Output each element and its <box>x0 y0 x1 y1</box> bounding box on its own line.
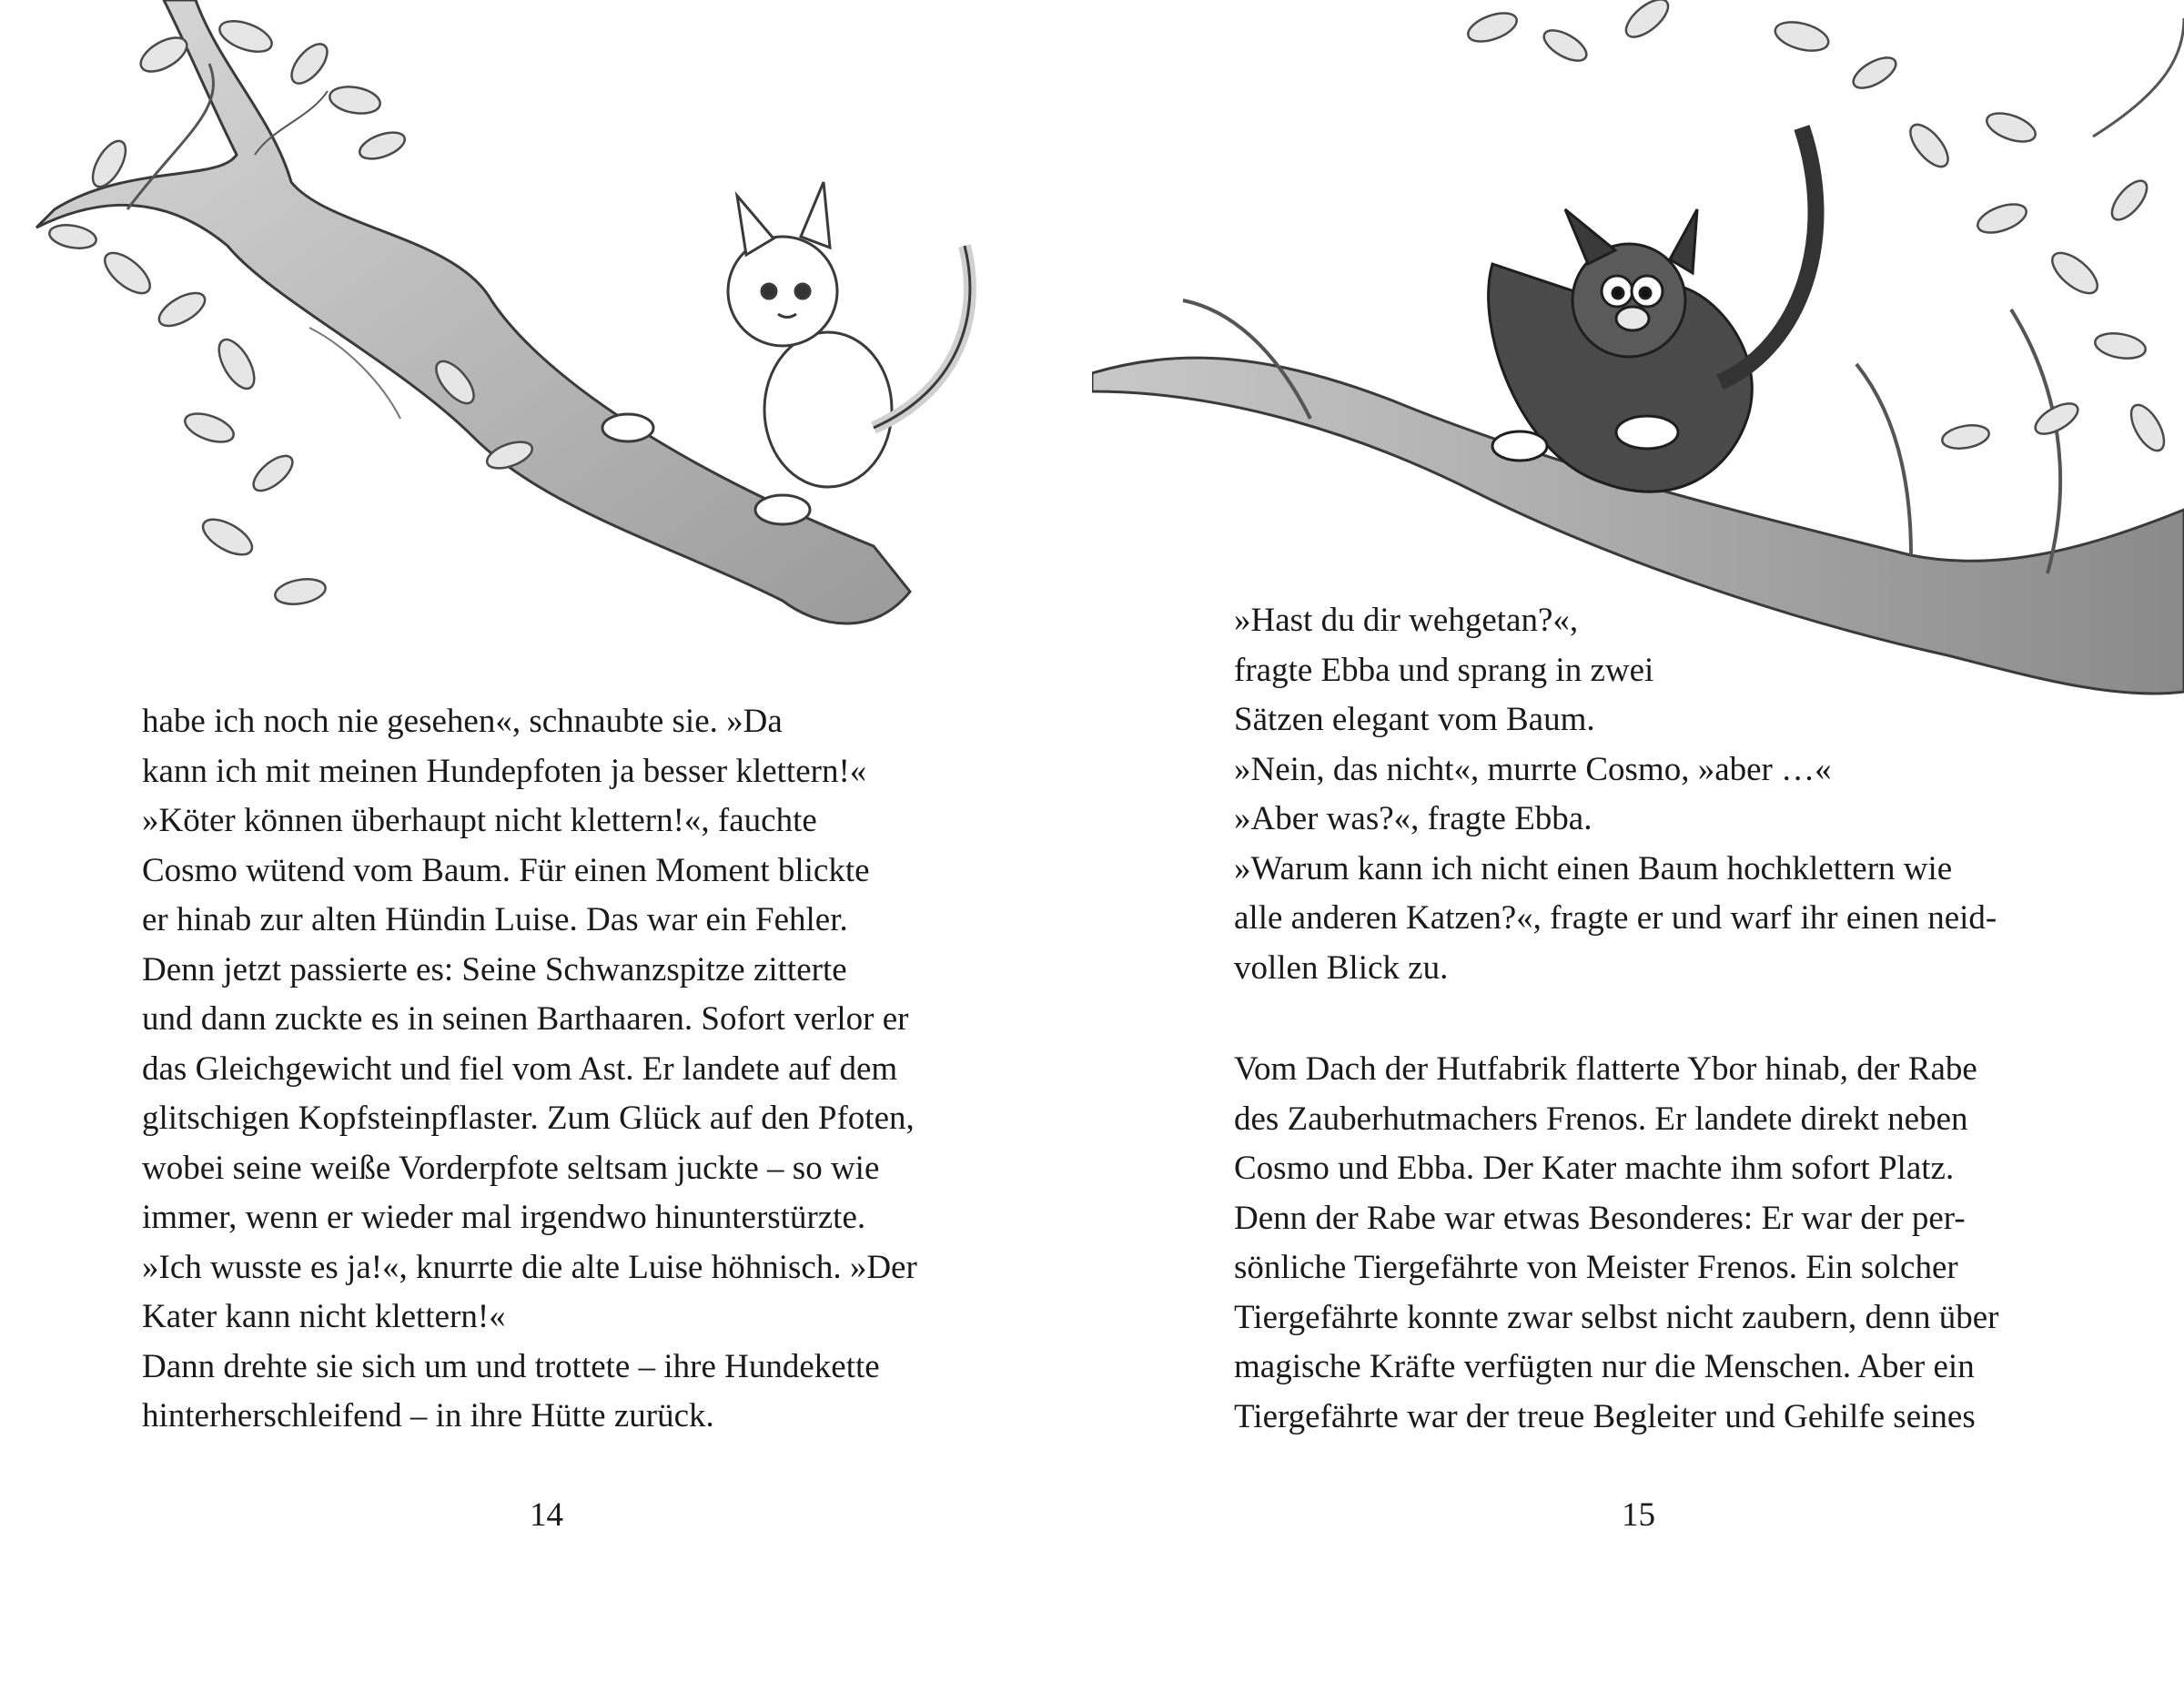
right-page-paragraph <box>1234 1045 1998 1442</box>
text-line: »Nein, das nicht«, murrte Cosmo, »aber …« <box>1234 750 1832 788</box>
text-line: wobei seine weiße Vorderpfote seltsam juckte – so wie <box>142 1149 880 1187</box>
white-cat-on-branch-illustration <box>0 0 1092 655</box>
text-line: magische Kräfte verfügten nur die Menschen. Aber ein <box>1234 1348 1975 1385</box>
text-line: »Warum kann ich nicht einen Baum hochklettern wie <box>1234 849 1953 887</box>
right-page <box>1092 0 2184 1703</box>
dark-cat <box>1489 127 1816 492</box>
text-line: immer, wenn er wieder mal irgendwo hinunterstürzte. <box>142 1199 866 1236</box>
text-line: glitschigen Kopfsteinpflaster. Zum Glück auf den Pfoten, <box>142 1100 915 1137</box>
text-line: kann ich mit meinen Hundepfoten ja besser klettern!« <box>142 752 867 790</box>
text-line: er hinab zur alten Hündin Luise. Das war ein Fehler. <box>142 901 848 938</box>
text-line: Cosmo und Ebba. Der Kater machte ihm sofort Platz. <box>1234 1150 1955 1187</box>
text-line: Vom Dach der Hutfabrik flatterte Ybor hinab, der Rabe <box>1234 1050 1977 1088</box>
text-line: Cosmo wütend vom Baum. Für einen Moment blickte <box>142 851 870 889</box>
text-line: sönliche Tiergefährte von Meister Frenos. Ein solcher <box>1234 1249 1958 1286</box>
text-line: fragte Ebba und sprang in zwei <box>1234 651 1654 689</box>
text-line: Denn der Rabe war etwas Besonderes: Er war der per- <box>1234 1199 1966 1237</box>
text-line: Denn jetzt passierte es: Seine Schwanzspitze zitterte <box>142 950 847 988</box>
left-page-text <box>142 697 917 1442</box>
text-line: das Gleichgewicht und fiel vom Ast. Er landete auf dem <box>142 1049 898 1088</box>
text-line: habe ich noch nie gesehen«, schnaubte sie. »Da <box>142 703 783 740</box>
text-line: des Zauberhutmachers Frenos. Er landete direkt neben <box>1234 1100 1968 1138</box>
text-line: hinterherschleifend – in ihre Hütte zurück. <box>142 1397 714 1434</box>
right-page-dialogue <box>1234 596 1997 993</box>
text-line: »Hast du dir wehgetan?«, <box>1234 602 1579 639</box>
text-line: »Aber was?«, fragte Ebba. <box>1234 800 1592 837</box>
text-line: Tiergefährte war der treue Begleiter und Gehilfe seines <box>1234 1397 1976 1435</box>
text-line: vollen Blick zu. <box>1234 948 1449 987</box>
text-line: Tiergefährte konnte zwar selbst nicht zaubern, denn über <box>1234 1298 1999 1336</box>
page-number: 15 <box>1622 1496 1655 1534</box>
text-line: »Köter können überhaupt nicht klettern!«, fauchte <box>142 802 817 839</box>
text-line: »Ich wusste es ja!«, knurrte die alte Luise höhnisch. »Der <box>142 1248 917 1286</box>
text-line: alle anderen Katzen?«, fragte er und warf ihr einen neid- <box>1234 899 1997 937</box>
text-line: und dann zuckte es in seinen Barthaaren. Sofort verlor er <box>142 1000 909 1038</box>
text-line: Sätzen elegant vom Baum. <box>1234 701 1595 738</box>
page-number: 14 <box>530 1496 563 1534</box>
text-line: Dann drehte sie sich um und trottete – ihre Hundekette <box>142 1347 880 1385</box>
text-line: Kater kann nicht klettern!« <box>142 1298 506 1335</box>
